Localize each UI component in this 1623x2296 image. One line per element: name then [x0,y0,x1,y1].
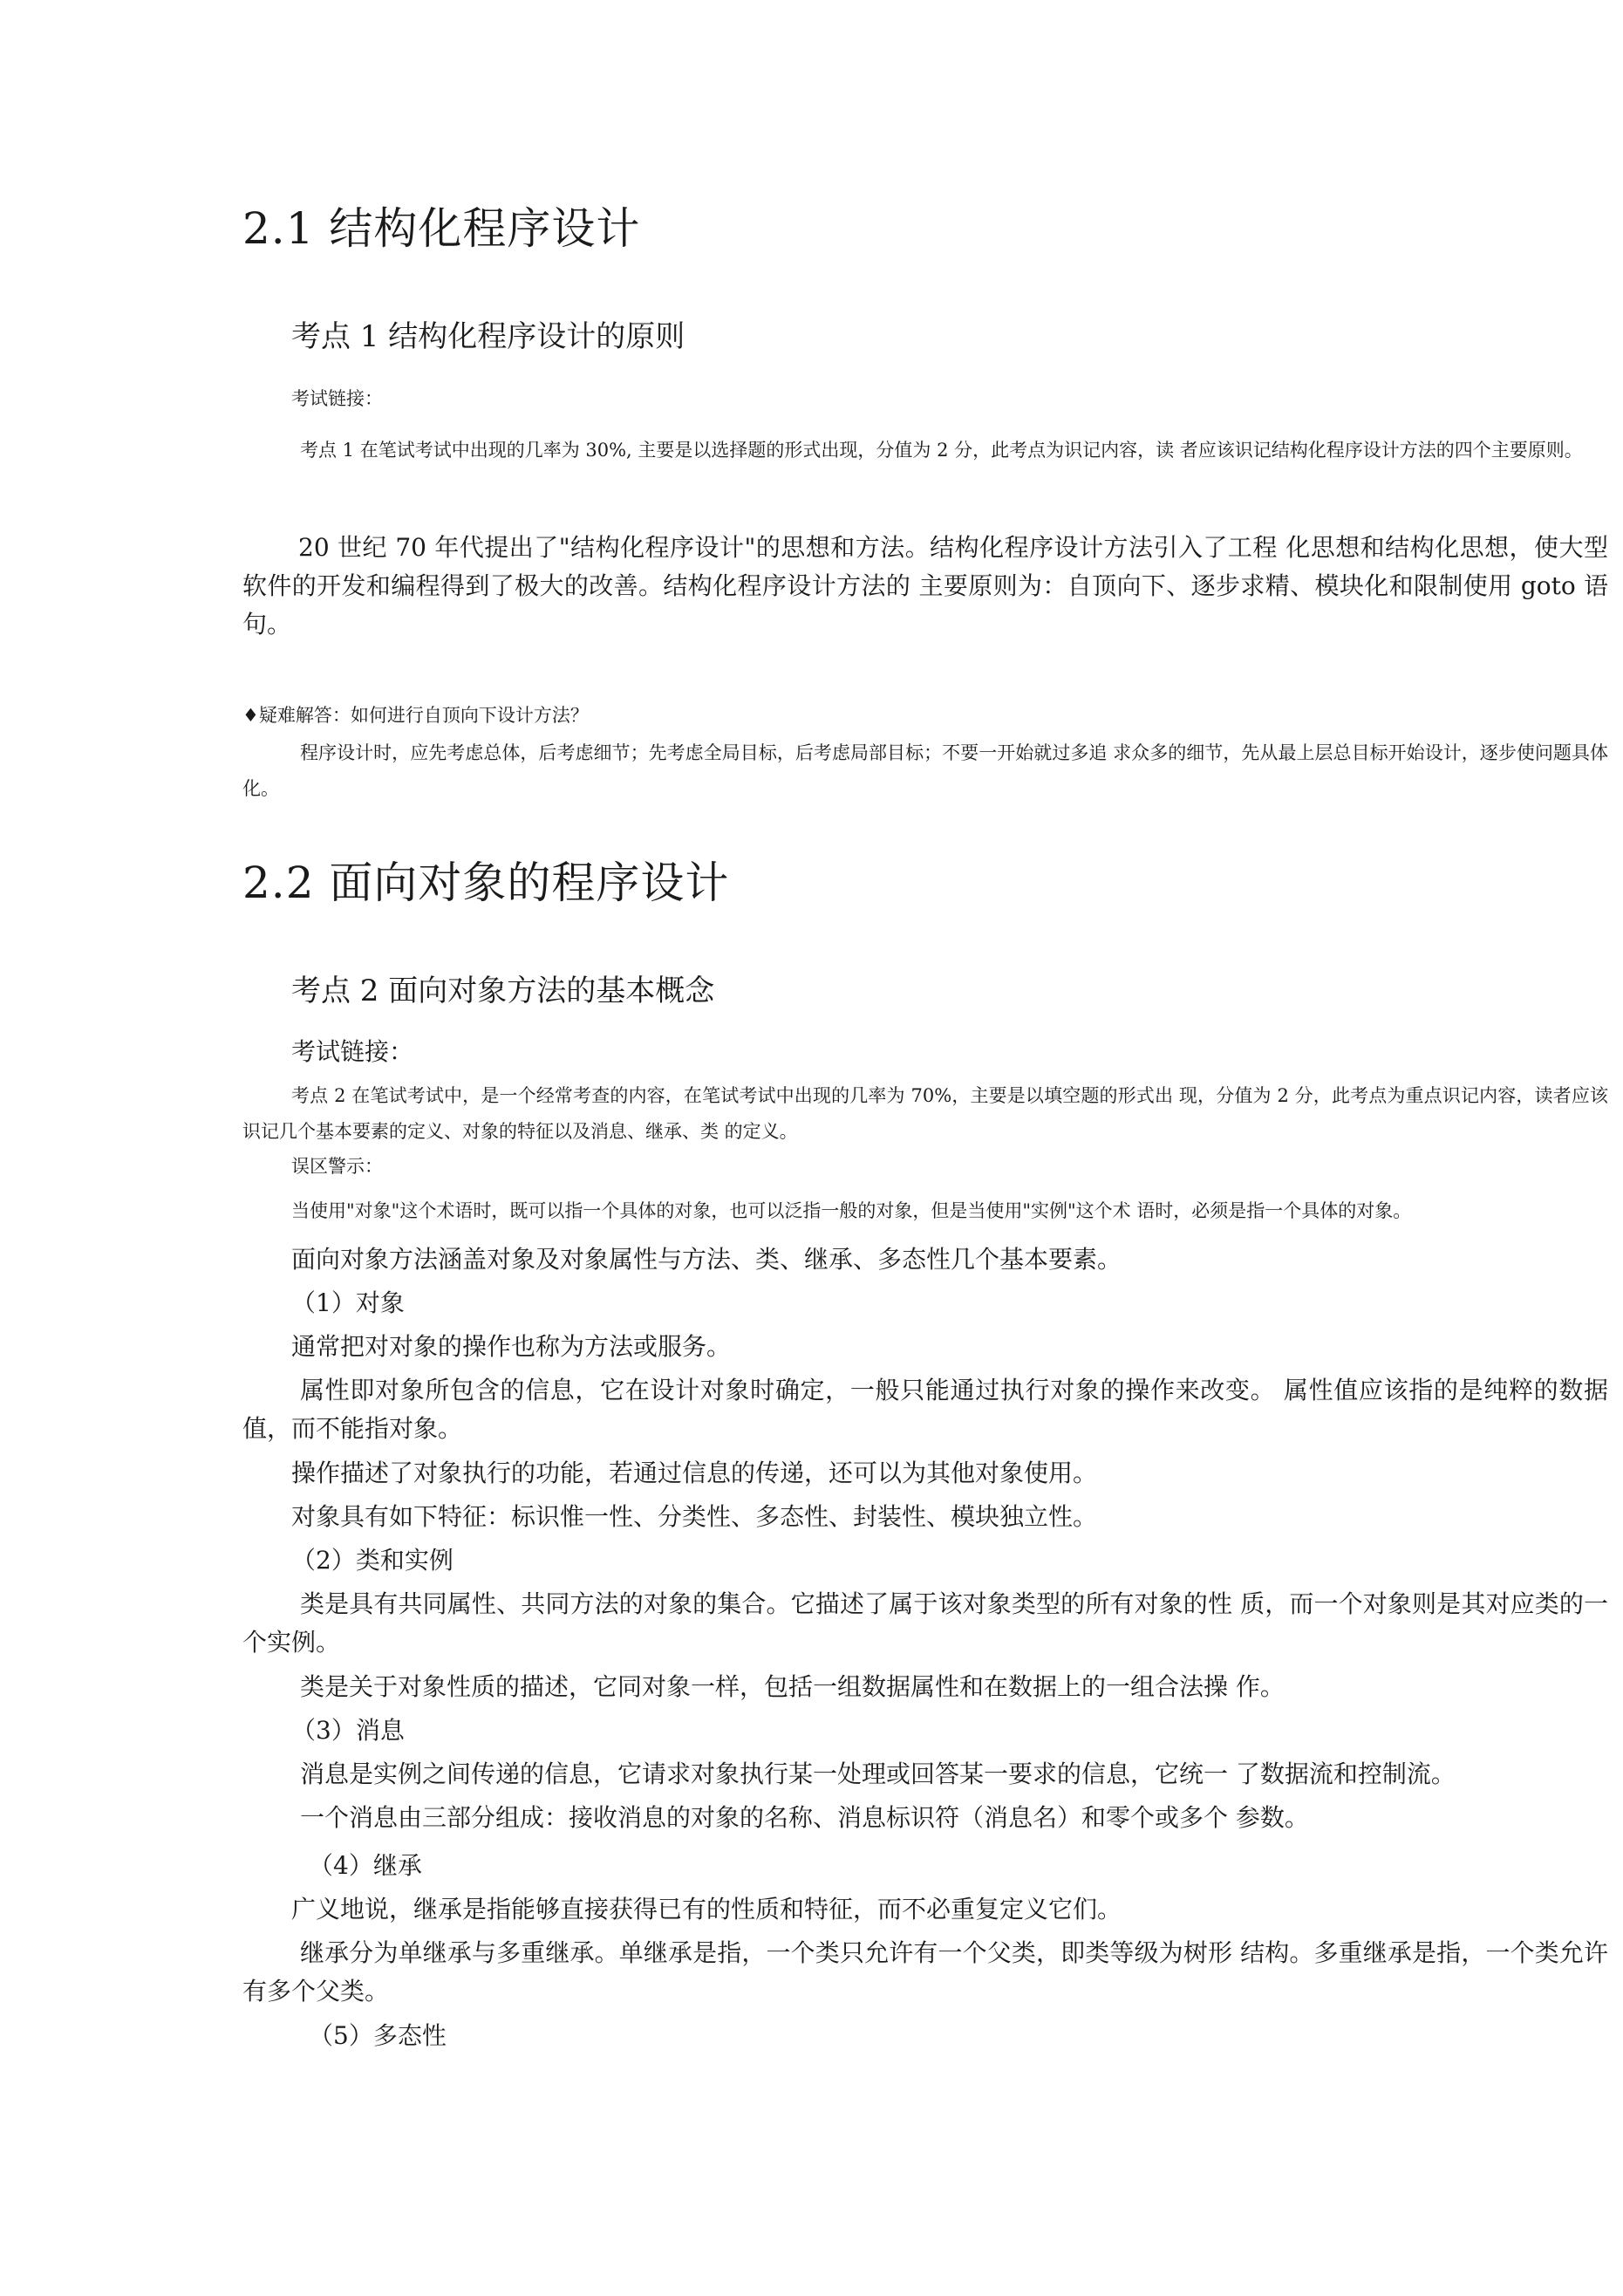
inheritance-heading: （4）继承 [309,1851,422,1880]
object-heading: （1）对象 [291,1288,405,1317]
oo-intro: 面向对象方法涵盖对象及对象属性与方法、类、继承、多态性几个基本要素。 [291,1245,1122,1274]
message-heading: （3）消息 [291,1716,405,1745]
object-para-3: 操作描述了对象执行的功能，若通过信息的传递，还可以为其他对象使用。 [291,1459,1098,1487]
exam-link-text-2: 考点 2 在笔试考试中，是一个经常考查的内容，在笔试考试中出现的几率为 70%，主要是以填空题的形式出 现，分值为 2 分，此考点为重点识记内容，读者应该识记几个基本要素的定义、对象的特征以及消息、继承、类 的定义。 [242,1085,1608,1142]
section-title-2-2: 2.2 面向对象的程序设计 [242,858,730,908]
kaodian-1-heading: 考点 1 结构化程序设计的原则 [291,319,685,354]
exam-link-label-2: 考试链接： [291,1037,414,1066]
object-para-4: 对象具有如下特征：标识惟一性、分类性、多态性、封装性、模块独立性。 [291,1502,1098,1531]
class-heading: （2）类和实例 [291,1546,453,1575]
warning-label: 误区警示： [291,1156,383,1177]
class-para-1: 类是具有共同属性、共同方法的对象的集合。它描述了属于该对象类型的所有对象的性 质，而一个对象则是其对应类的一个实例。 [242,1589,1608,1657]
message-para-2: 一个消息由三部分组成：接收消息的对象的名称、消息标识符（消息名）和零个或多个 参数。 [300,1803,1309,1832]
inheritance-para-1: 广义地说，继承是指能够直接获得已有的性质和特征，而不必重复定义它们。 [291,1895,1122,1924]
class-para-2: 类是关于对象性质的描述，它同对象一样，包括一组数据属性和在数据上的一组合法操 作。 [300,1672,1285,1701]
object-para-2: 属性即对象所包含的信息，它在设计对象时确定，一般只能通过执行对象的操作来改变。 属性值应该指的是纯粹的数据值，而不能指对象。 [242,1376,1608,1443]
object-para-1: 通常把对对象的操作也称为方法或服务。 [291,1332,732,1361]
structured-intro-paragraph: 20 世纪 70 年代提出了"结构化程序设计"的思想和方法。结构化程序设计方法引入了工程 化思想和结构化思想，使大型软件的开发和编程得到了极大的改善。结构化程序设计方法的 主要原则为：自顶向下、逐步求精、模块化和限制使用 goto 语句。 [242,533,1608,639]
section-title-2-1: 2.1 结构化程序设计 [242,203,641,254]
exam-link-text: 考点 1 在笔试考试中出现的几率为 30%, 主要是以选择题的形式出现，分值为 2 分，此考点为识记内容，读 者应该识记结构化程序设计方法的四个主要原则。 [300,440,1583,461]
faq-title: ♦疑难解答：如何进行自顶向下设计方法？ [242,705,589,726]
kaodian-2-heading: 考点 2 面向对象方法的基本概念 [291,974,715,1008]
exam-link-label: 考试链接： [291,388,383,409]
warning-text: 当使用"对象"这个术语时，既可以指一个具体的对象，也可以泛指一般的对象，但是当使用"实例"这个术 语时，必须是指一个具体的对象。 [291,1200,1412,1221]
inheritance-para-2: 继承分为单继承与多重继承。单继承是指，一个类只允许有一个父类，即类等级为树形 结构。多重继承是指，一个类允许有多个父类。 [242,1938,1608,2006]
polymorphism-heading: （5）多态性 [309,2021,447,2050]
faq-text: 程序设计时，应先考虑总体，后考虑细节；先考虑全局目标，后考虑局部目标；不要一开始就过多追 求众多的细节，先从最上层总目标开始设计，逐步使问题具体化。 [242,742,1608,799]
message-para-1: 消息是实例之间传递的信息，它请求对象执行某一处理或回答某一要求的信息，它统一 了数据流和控制流。 [300,1760,1456,1788]
